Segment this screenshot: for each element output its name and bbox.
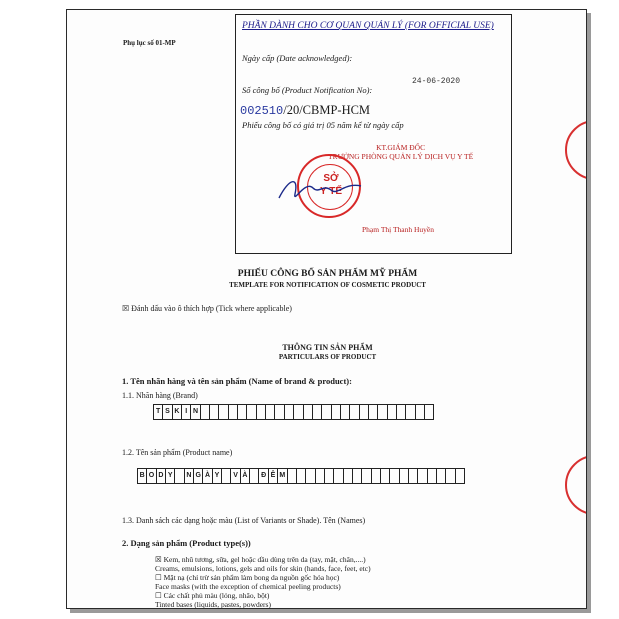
- brand-cell: [332, 405, 341, 419]
- brand-cell: [341, 405, 350, 419]
- brand-cell: [369, 405, 378, 419]
- signature-image: [275, 170, 365, 210]
- product-cell: [175, 469, 184, 483]
- product-cell: À: [241, 469, 250, 483]
- product-cell: V: [231, 469, 240, 483]
- product-cell: [325, 469, 334, 483]
- notification-no-label: Số công bố (Product Notification No):: [242, 85, 373, 95]
- seal-text-1: SỞ: [323, 173, 339, 184]
- brand-cell: [275, 405, 284, 419]
- brand-cell: [247, 405, 256, 419]
- brand-cell: [406, 405, 415, 419]
- product-cell: [353, 469, 362, 483]
- product-cell: Y: [166, 469, 175, 483]
- product-type-2-vn: ☐ Mặt nạ (chỉ trừ sản phẩm làm bong da nguồn gốc hóa học): [155, 573, 340, 582]
- product-type-3-en: Tinted bases (liquids, pastes, powders): [155, 600, 271, 609]
- product-cell: [362, 469, 371, 483]
- side-seal-bottom: [565, 455, 587, 515]
- document-page: [66, 9, 587, 609]
- appendix-label: Phụ lục số 01-MP: [123, 39, 176, 47]
- product-cell: À: [203, 469, 212, 483]
- notification-number-printed: /20/CBMP-HCM: [283, 103, 371, 117]
- brand-cell: [229, 405, 238, 419]
- item2-heading: 2. Dạng sản phẩm (Product type(s)): [122, 538, 251, 548]
- document-title-vn: PHIẾU CÔNG BỐ SẢN PHẨM MỸ PHẨM: [237, 269, 418, 279]
- official-use-box: [235, 14, 512, 254]
- product-cell: [222, 469, 231, 483]
- brand-cell: [397, 405, 406, 419]
- product-cell: Y: [213, 469, 222, 483]
- product-cell: [418, 469, 427, 483]
- date-acknowledged-label: Ngày cấp (Date acknowledged):: [242, 53, 353, 63]
- product-cell: [306, 469, 315, 483]
- brand-cell: [322, 405, 331, 419]
- product-cell: M: [278, 469, 287, 483]
- section-title-en: PARTICULARS OF PRODUCT: [278, 353, 377, 361]
- brand-cell: [294, 405, 303, 419]
- brand-cell: [266, 405, 275, 419]
- product-cell: G: [194, 469, 203, 483]
- brand-cell: [285, 405, 294, 419]
- brand-cell: [257, 405, 266, 419]
- product-type-1-vn: ☒ Kem, nhũ tương, sữa, gel hoặc dầu dùng trên da (tay, mặt, chân,....): [155, 555, 366, 564]
- product-cell: [334, 469, 343, 483]
- brand-cell: [313, 405, 322, 419]
- brand-cell: [219, 405, 228, 419]
- brand-cell: [201, 405, 210, 419]
- product-type-1: [155, 555, 371, 609]
- signer-line-1: KT.GIÁM ĐỐC: [376, 143, 426, 152]
- notification-number: [240, 103, 370, 118]
- seal-text-2: Y TẾ: [319, 186, 343, 197]
- brand-cell: [210, 405, 219, 419]
- signer-title: [328, 143, 473, 161]
- product-cell: [437, 469, 446, 483]
- product-cell: [446, 469, 455, 483]
- official-use-title: PHẦN DÀNH CHO CƠ QUAN QUẢN LÝ (FOR OFFICIAL USE): [242, 21, 494, 31]
- product-cell: [400, 469, 409, 483]
- signer-line-2: TRƯỞNG PHÒNG QUẢN LÝ DỊCH VỤ Y TẾ: [328, 152, 474, 161]
- notification-number-handwritten: 002510: [240, 104, 284, 118]
- brand-cell: K: [173, 405, 182, 419]
- product-cell: Ê: [269, 469, 278, 483]
- brand-cell: [304, 405, 313, 419]
- brand-cell: T: [154, 405, 163, 419]
- variants-label: 1.3. Danh sách các dạng hoặc màu (List of Variants or Shade). Tên (Names): [122, 516, 366, 525]
- brand-cell: [378, 405, 387, 419]
- brand-cell: [425, 405, 434, 419]
- brand-cell: S: [163, 405, 172, 419]
- product-cell: [456, 469, 465, 483]
- product-cell: [316, 469, 325, 483]
- product-cell: Đ: [259, 469, 268, 483]
- document-title-en: TEMPLATE FOR NOTIFICATION OF COSMETIC PRODUCT: [229, 281, 426, 289]
- side-seal-top: [565, 120, 587, 180]
- product-cell: D: [157, 469, 166, 483]
- item1-heading: 1. Tên nhãn hàng và tên sản phẩm (Name of brand & product):: [122, 376, 352, 386]
- brand-cell: [416, 405, 425, 419]
- product-cell: [428, 469, 437, 483]
- product-cell: [381, 469, 390, 483]
- product-cell: [297, 469, 306, 483]
- brand-cell: N: [191, 405, 200, 419]
- product-type-1-en: Creams, emulsions, lotions, gels and oils for skin (hands, face, feet, etc): [155, 564, 371, 573]
- product-label: 1.2. Tên sản phẩm (Product name): [122, 448, 233, 457]
- product-cell: [372, 469, 381, 483]
- product-cell: O: [147, 469, 156, 483]
- product-cell: B: [138, 469, 147, 483]
- brand-cell: [388, 405, 397, 419]
- brand-grid: [153, 404, 434, 420]
- brand-cell: I: [182, 405, 191, 419]
- product-cell: [250, 469, 259, 483]
- product-type-2-en: Face masks (with the exception of chemical peeling products): [155, 582, 341, 591]
- signer-name: Phạm Thị Thanh Huyền: [362, 225, 435, 234]
- brand-cell: [360, 405, 369, 419]
- stamp-date: 24-06-2020: [412, 77, 461, 86]
- section-title-vn: THÔNG TIN SẢN PHẨM: [282, 343, 373, 352]
- tick-instruction: ☒ Đánh dấu vào ô thích hợp (Tick where applicable): [122, 304, 292, 313]
- product-type-3-vn: ☐ Các chất phủ màu (lỏng, nhão, bột): [155, 591, 270, 600]
- brand-cell: [238, 405, 247, 419]
- brand-cell: [350, 405, 359, 419]
- brand-label: 1.1. Nhãn hàng (Brand): [122, 391, 198, 400]
- product-grid: [137, 468, 465, 484]
- product-cell: [288, 469, 297, 483]
- product-cell: [390, 469, 399, 483]
- product-cell: [344, 469, 353, 483]
- product-cell: [409, 469, 418, 483]
- validity-label: Phiếu công bố có giá trị 05 năm kể từ ngày cấp: [242, 120, 404, 130]
- product-cell: N: [185, 469, 194, 483]
